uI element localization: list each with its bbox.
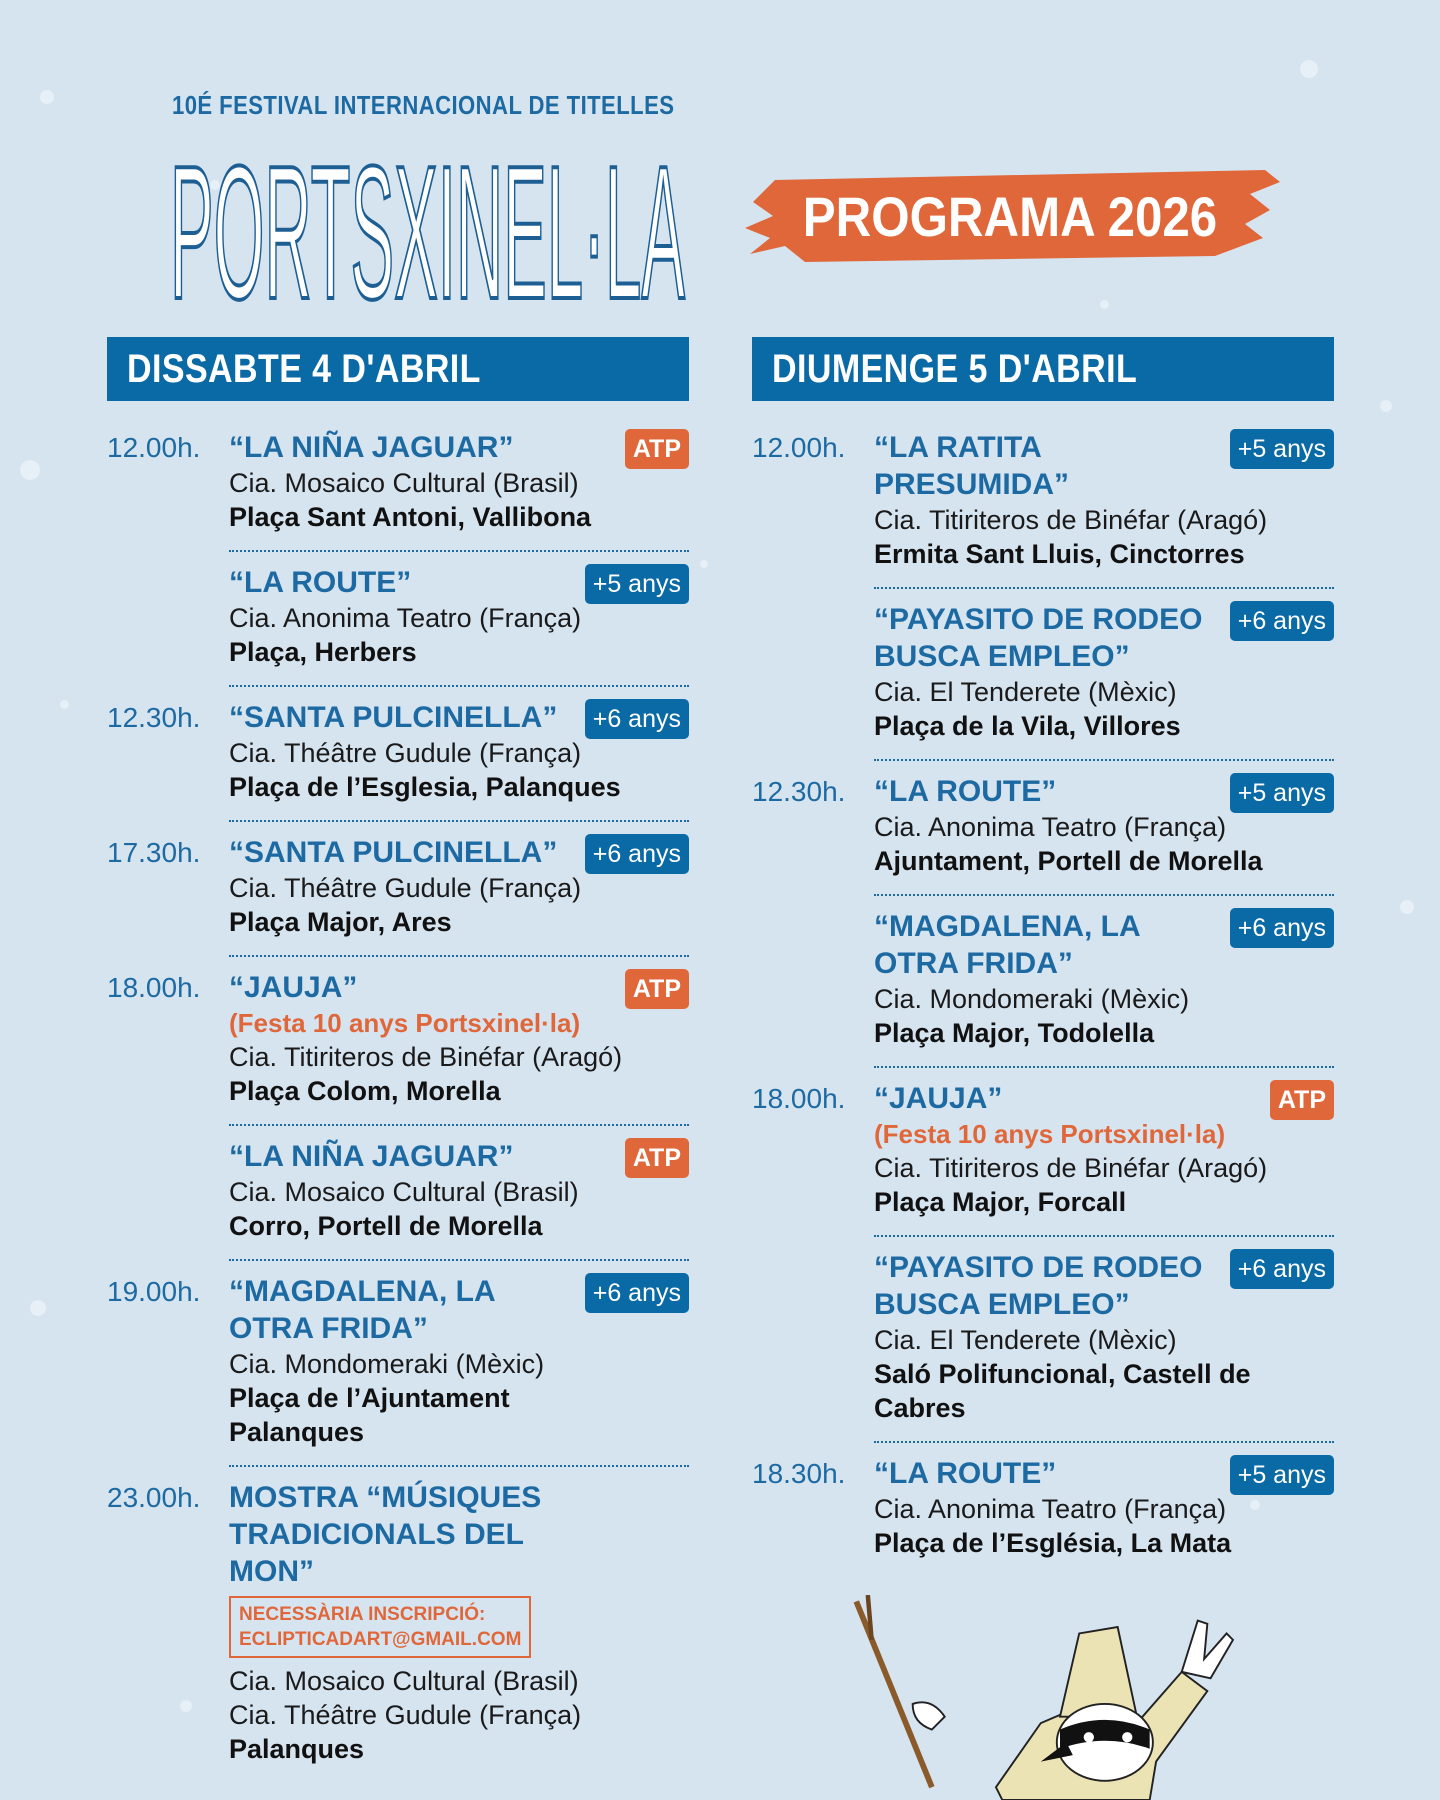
- age-badge: +5 anys: [585, 564, 689, 604]
- event-title: “JAUJA”: [229, 971, 358, 1004]
- event-venue: Saló Polifuncional, Castell de: [874, 1359, 1251, 1389]
- company-name: Cia. Anonima Teatro (França): [229, 603, 582, 633]
- event-note: (Festa 10 anys Portsxinel·la): [874, 1119, 1226, 1149]
- day-heading: [752, 337, 1334, 401]
- event-entry: [107, 826, 689, 951]
- company-name: Cia. Mosaico Cultural (Brasil): [229, 1177, 579, 1207]
- registration-notice: [229, 1596, 531, 1658]
- event-entry: [107, 1130, 689, 1255]
- event-entry: [752, 900, 1334, 1062]
- company-name: Cia. Théâtre Gudule (França): [229, 873, 582, 903]
- event-title: “PAYASITO DE RODEO BUSCA EMPLEO”: [874, 603, 1203, 673]
- background-dot: [30, 1300, 46, 1316]
- background-dot: [40, 90, 54, 104]
- company-name: Cia. Titiriteros de Binéfar (Aragó): [229, 1042, 623, 1072]
- festival-subtitle: 10É FESTIVAL INTERNACIONAL DE TITELLES: [172, 90, 675, 120]
- event-venue: Cabres: [874, 1393, 966, 1423]
- event-venue: Plaça Sant Antoni, Vallibona: [229, 502, 592, 532]
- event-venue: Plaça Major, Forcall: [874, 1187, 1127, 1217]
- event-title: “PAYASITO DE RODEO BUSCA EMPLEO”: [874, 1251, 1203, 1321]
- company-name: Cia. Anonima Teatro (França): [874, 1494, 1227, 1524]
- event-title: “LA NIÑA JAGUAR”: [229, 1140, 514, 1173]
- event-entry: [752, 1072, 1334, 1231]
- company-name: Cia. El Tenderete (Mèxic): [874, 1325, 1177, 1355]
- event-venue: Ermita Sant Lluis, Cinctorres: [874, 539, 1245, 569]
- background-dot: [1300, 60, 1318, 78]
- company-name: Cia. Mondomeraki (Mèxic): [229, 1349, 545, 1379]
- event-title: “LA ROUTE”: [874, 775, 1057, 808]
- company-name: Cia. Anonima Teatro (França): [874, 812, 1227, 842]
- event-venue: Ajuntament, Portell de Morella: [874, 846, 1263, 876]
- event-entry: [752, 593, 1334, 755]
- event-entry: [752, 1241, 1334, 1437]
- age-badge: +6 anys: [585, 699, 689, 739]
- event-title: “JAUJA”: [874, 1082, 1003, 1115]
- event-entry: [107, 961, 689, 1120]
- age-badge: +6 anys: [585, 834, 689, 874]
- event-time: 18.00h.: [107, 972, 201, 1003]
- festival-logo: [170, 128, 690, 313]
- event-title: “LA RATITA PRESUMIDA”: [874, 431, 1070, 501]
- event-title: “SANTA PULCINELLA”: [229, 836, 558, 869]
- event-entry: [107, 1265, 689, 1461]
- event-venue: Palanques: [229, 1417, 365, 1447]
- registration-line: NECESSÀRIA INSCRIPCIÓ:: [239, 1604, 486, 1625]
- age-badge: +6 anys: [1230, 601, 1334, 641]
- day-heading-text: DISSABTE 4 D'ABRIL: [127, 347, 481, 391]
- age-badge: ATP: [625, 429, 689, 469]
- company-name: Cia. Théâtre Gudule (França): [229, 738, 582, 768]
- age-badge: +5 anys: [1230, 1455, 1334, 1495]
- event-time: 12.00h.: [752, 432, 846, 463]
- event-title: “SANTA PULCINELLA”: [229, 701, 558, 734]
- event-time: 18.00h.: [752, 1083, 846, 1114]
- age-badge: ATP: [625, 1138, 689, 1178]
- age-badge: +6 anys: [1230, 1249, 1334, 1289]
- logo-text: PORTSXINEL·LA: [170, 128, 686, 313]
- age-badge: +6 anys: [585, 1273, 689, 1313]
- background-dot: [1100, 300, 1109, 309]
- event-venue: Plaça de l’Ajuntament: [229, 1383, 510, 1413]
- event-title: “LA ROUTE”: [229, 566, 412, 599]
- event-venue: Plaça Major, Ares: [229, 907, 452, 937]
- event-entry: [752, 765, 1334, 890]
- event-venue: Palanques: [229, 1734, 365, 1764]
- event-venue: Plaça de la Vila, Villores: [874, 711, 1181, 741]
- event-time: 12.00h.: [107, 432, 201, 463]
- event-title: MOSTRA “MÚSIQUES TRADICIONALS DEL MON”: [229, 1481, 542, 1588]
- event-title: “MAGDALENA, LA OTRA FRIDA”: [229, 1275, 495, 1345]
- day-heading: [107, 337, 689, 401]
- event-venue: Plaça, Herbers: [229, 637, 417, 667]
- day-heading-text: DIUMENGE 5 D'ABRIL: [772, 347, 1138, 391]
- company-name: Cia. Mosaico Cultural (Brasil): [229, 1666, 579, 1696]
- event-venue: Corro, Portell de Morella: [229, 1211, 543, 1241]
- day-column-sunday: [752, 337, 1334, 1582]
- event-note: (Festa 10 anys Portsxinel·la): [229, 1008, 581, 1038]
- event-venue: Plaça de l’Esglesia, Palanques: [229, 772, 621, 802]
- event-venue: Plaça Colom, Morella: [229, 1076, 501, 1106]
- event-entry: [107, 691, 689, 816]
- registration-line: ECLIPTICADART@GMAIL.COM: [239, 1629, 522, 1650]
- event-time: 19.00h.: [107, 1276, 201, 1307]
- event-title: “LA ROUTE”: [874, 1457, 1057, 1490]
- age-badge: +6 anys: [1230, 908, 1334, 948]
- company-name: Cia. Titiriteros de Binéfar (Aragó): [874, 1153, 1268, 1183]
- event-time: 23.00h.: [107, 1482, 201, 1513]
- event-time: 12.30h.: [752, 776, 846, 807]
- background-dot: [60, 700, 69, 709]
- pulcinella-puppet-illustration: [740, 1595, 1380, 1800]
- background-dot: [20, 460, 40, 480]
- age-badge: +5 anys: [1230, 429, 1334, 469]
- event-venue: Plaça de l’Església, La Mata: [874, 1528, 1232, 1558]
- company-name: Cia. Mosaico Cultural (Brasil): [229, 468, 579, 498]
- event-title: “LA NIÑA JAGUAR”: [229, 431, 514, 464]
- event-entry: [107, 421, 689, 546]
- event-time: 18.30h.: [752, 1458, 846, 1489]
- company-name: Cia. Titiriteros de Binéfar (Aragó): [874, 505, 1268, 535]
- company-name: Cia. Mondomeraki (Mèxic): [874, 984, 1190, 1014]
- event-entry: [752, 421, 1334, 583]
- age-badge: ATP: [1270, 1080, 1334, 1120]
- program-banner-title: PROGRAMA 2026: [802, 184, 1218, 248]
- age-badge: ATP: [625, 969, 689, 1009]
- event-entry: [107, 556, 689, 681]
- event-title: “MAGDALENA, LA OTRA FRIDA”: [874, 910, 1140, 980]
- event-entry: [107, 1471, 689, 1778]
- event-time: 12.30h.: [107, 702, 201, 733]
- company-name: Cia. El Tenderete (Mèxic): [874, 677, 1177, 707]
- event-venue: Plaça Major, Todolella: [874, 1018, 1155, 1048]
- background-dot: [1380, 400, 1392, 412]
- event-time: 17.30h.: [107, 837, 201, 868]
- day-column-saturday: [107, 337, 689, 1788]
- company-name: Cia. Théâtre Gudule (França): [229, 1700, 582, 1730]
- event-entry: [752, 1447, 1334, 1572]
- background-dot: [1400, 900, 1414, 914]
- background-dot: [700, 560, 708, 568]
- age-badge: +5 anys: [1230, 773, 1334, 813]
